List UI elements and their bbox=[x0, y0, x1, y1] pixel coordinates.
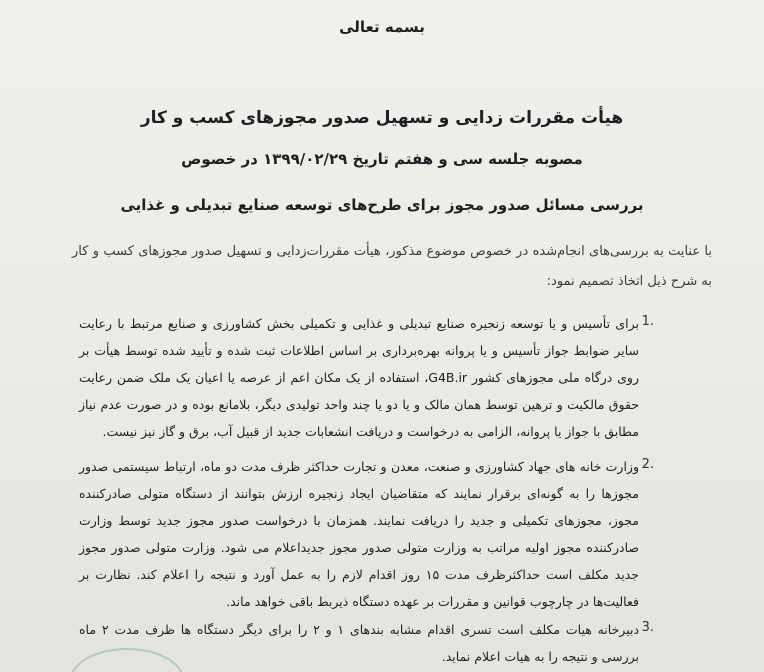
list-item-3: دبیرخانه هیات مکلف است تسری اقدام مشابه بندهای ۱ و ۲ را برای دیگر دستگاه ها ظرف مدت ۲ ماه بررسی و نتیجه را به هیات اعلام نماید. bbox=[79, 622, 640, 664]
resolution-subject-line: بررسی مسائل صدور مجوز برای طرح‌های توسعه صنایع تبدیلی و غذایی bbox=[120, 196, 644, 214]
intro-paragraph: با عنایت به بررسی‌های انجام‌شده در خصوص موضوع مذکور، هیأت مقررات‌زدایی و تسهیل صدور مجوزهای کسب و کار به شرح ذیل اتخاذ تصمیم نمود: bbox=[72, 244, 712, 289]
resolution-date-line: مصوبه جلسه سی و هفتم تاریخ ۱۳۹۹/۰۲/۲۹ در خصوص bbox=[181, 150, 583, 168]
list-item-1: برای تأسیس و یا توسعه زنجیره صنایع تبدیلی و غذایی و تکمیلی بخش کشاورزی و صنایع مرتبط با رعایت سایر ضوابط جواز تأسیس و یا پروانه بهره‌برداری بر اساس اطلاعات ثبت شده و تأیید شده توسط هیأت بر روی درگاه ملی مجوزهای کشور G4B.ir، استفاده از یک مکان اعم از عرصه یا اعیان یک ملک ضمن رعایت حقوق مالکیت و ترهین توسط همان مالک و یا دو یا چند واحد تولیدی دیگر، بلامانع بوده و در صورت عدم نیاز مطابق با جواز یا پروانه، الزامی به درخواست و دریافت انشعابات جدید از قبیل آب، برق و گاز نیز نیست. bbox=[79, 316, 639, 439]
basmala-heading: بسمه تعالی bbox=[339, 18, 425, 36]
list-item-2: وزارت خانه های جهاد کشاورزی و صنعت، معدن و تجارت حداکثر ظرف مدت دو ماه، ارتباط سیستمی صدور مجوزها را به گونه‌ای برقرار نمایند که متقاضیان ایجاد زنجیره ارزش بتوانند از دستگاه متولی صادرکننده مجوز، مجوزهای تکمیلی و جدید را دریافت نمایند. همزمان با درخواست صدور مجوز جدید توسط وزارت صادرکننده مجوز اولیه مراتب به وزارت متولی صدور مجوز جدیداعلام می شود. وزارت متولی صدور مجوز جدید مکلف است حداکثرظرف مدت ۱۵ روز اقدام لازم را به عمل آورد و نتیجه را اعلام کند. نظارت بر فعالیت‌ها در چارچوب قوانین و مقررات بر عهده دستگاه ذیربط باقی خواهد ماند. bbox=[79, 459, 639, 609]
item-number: 1. bbox=[641, 314, 654, 329]
item-number: 3. bbox=[641, 620, 654, 635]
item-number: 2. bbox=[641, 457, 654, 472]
document-title: هیأت مقررات زدایی و تسهیل صدور مجوزهای کسب و کار bbox=[140, 108, 624, 128]
